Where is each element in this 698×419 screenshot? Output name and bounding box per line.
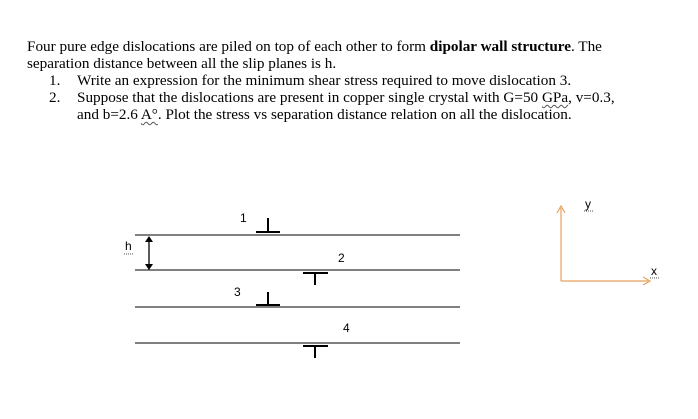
question-number: 1. bbox=[49, 72, 61, 89]
h-label: h bbox=[125, 239, 132, 253]
intro-text: Four pure edge dislocations are piled on top of each other to form bbox=[27, 38, 430, 55]
unit-gpa: GPa bbox=[541, 89, 569, 106]
unit-angstrom: A° bbox=[140, 106, 158, 123]
question-number: 2. bbox=[49, 89, 61, 106]
question-text: . Plot the stress vs separation distance relation on all the dislocation. bbox=[157, 106, 572, 123]
question-text: , v=0.3, bbox=[568, 89, 615, 106]
coordinate-axes bbox=[557, 206, 650, 285]
dislocation-3-label: 3 bbox=[234, 285, 241, 299]
intro-text-end: . The bbox=[570, 38, 602, 55]
question-text: Suppose that the dislocations are present in copper single crystal with G=50 bbox=[77, 89, 542, 106]
intro-line-2: separation distance between all the slip planes is h. bbox=[27, 55, 337, 72]
dislocation-1-symbol bbox=[256, 218, 280, 232]
x-axis-label: x bbox=[651, 264, 657, 278]
dislocation-4-label: 4 bbox=[343, 321, 350, 335]
question-text: and b=2.6 bbox=[77, 106, 141, 123]
dislocation-1-label: 1 bbox=[240, 211, 247, 225]
question-text: Write an expression for the minimum shear stress required to move dislocation 3. bbox=[77, 72, 572, 89]
dislocation-2-label: 2 bbox=[338, 251, 345, 265]
dislocation-4-symbol bbox=[303, 346, 328, 358]
intro-bold-term: dipolar wall structure bbox=[429, 38, 571, 55]
dislocation-2-symbol bbox=[303, 273, 328, 285]
y-axis-label: y bbox=[585, 197, 591, 211]
dislocation-3-symbol bbox=[256, 292, 280, 305]
h-dimension-arrow bbox=[145, 236, 153, 270]
